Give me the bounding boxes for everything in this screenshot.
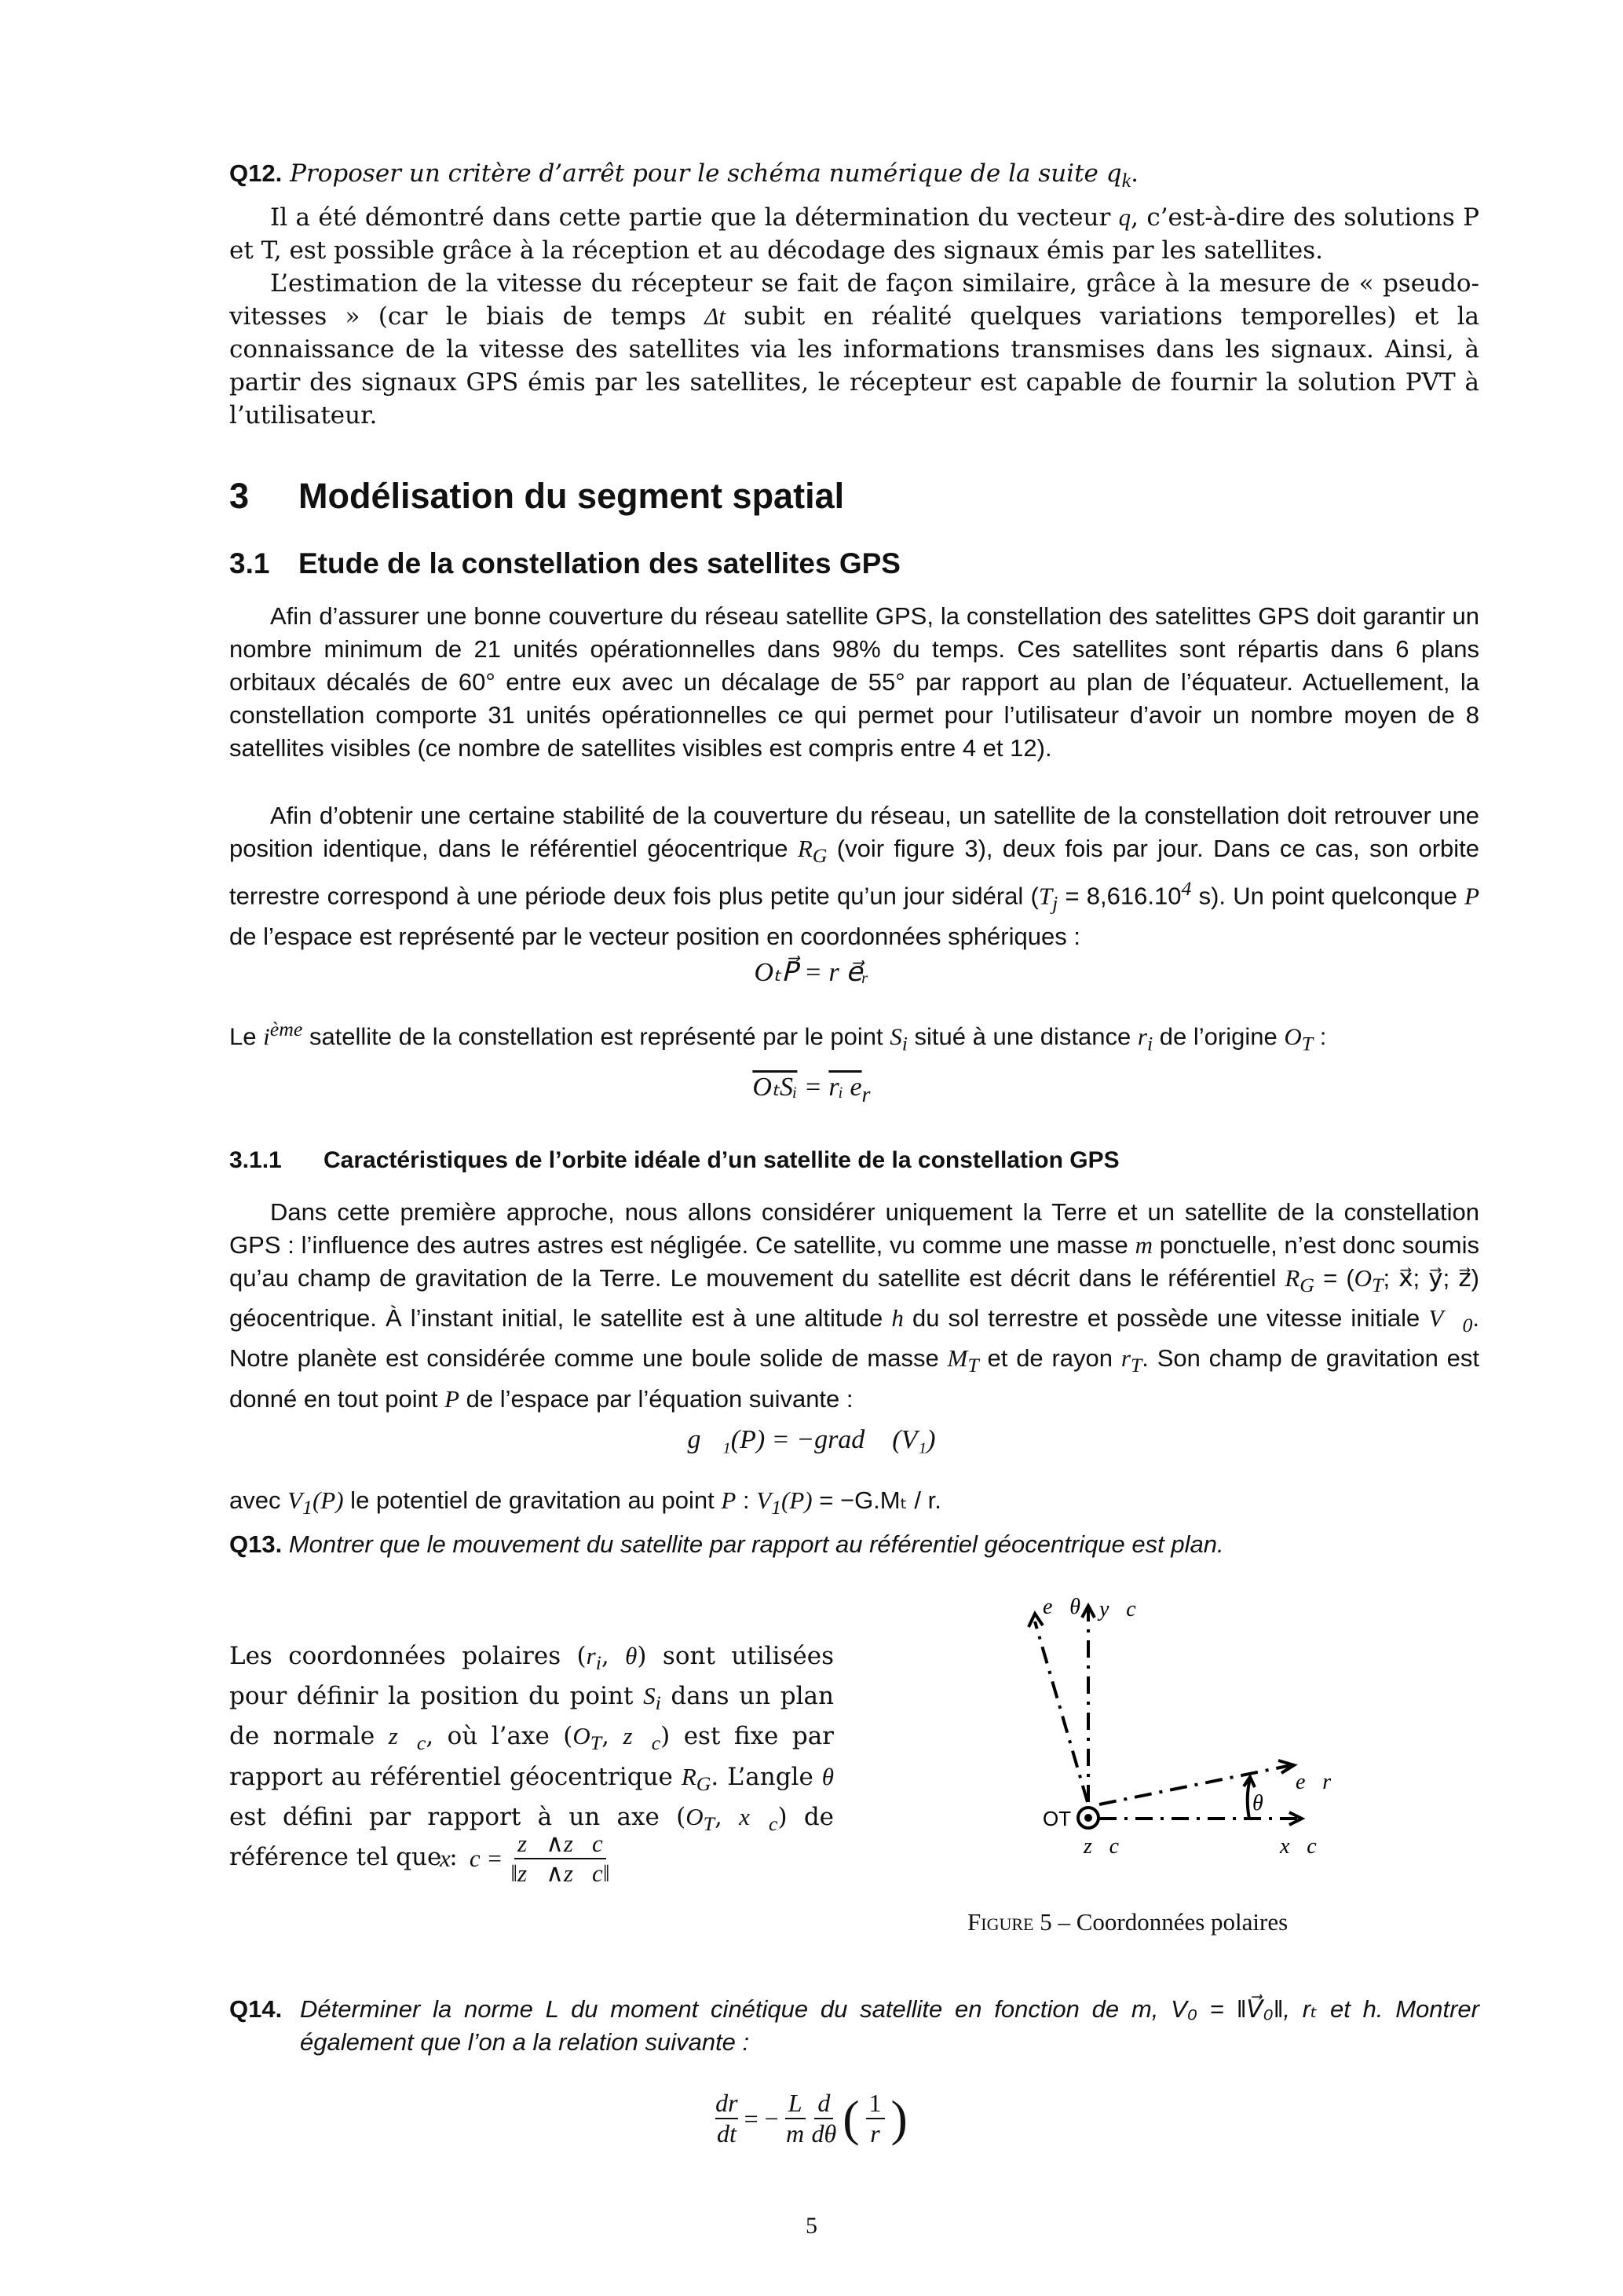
math-subscript: T	[1130, 1354, 1142, 1377]
text-run: Les coordonnées polaires (	[229, 1642, 587, 1670]
label-theta: θ	[1252, 1791, 1263, 1815]
label-e-theta: e⃗θ	[1043, 1595, 1080, 1619]
math-symbol: O	[685, 1802, 704, 1830]
equation-gravity: g⃗₁(P) = −grad⃗ (V₁)	[687, 1425, 936, 1454]
text-run: de l’espace par l’équation suivante :	[459, 1384, 854, 1413]
text-run: = (	[1314, 1264, 1354, 1292]
paragraph	[229, 1196, 1479, 1416]
text-run: et de rayon	[978, 1344, 1121, 1373]
math-symbol: θ	[625, 1642, 638, 1669]
math-symbol: q	[1118, 203, 1131, 231]
math-symbol: V	[287, 1486, 303, 1514]
text-run: du sol terrestre et possède une vitesse initiale	[903, 1304, 1429, 1333]
math-subscript: c	[416, 1731, 426, 1755]
text-run: . Notre planète est considérée comme une boule solide de masse	[229, 1304, 1479, 1373]
math-superscript: 4	[1181, 877, 1192, 901]
text-run: Afin d’obtenir une certaine stabilité de la couverture du réseau, un satellite de la constellation doit retrouver une position identique, dans le référentiel géocentrique	[229, 802, 1479, 862]
math-symbol: R	[797, 835, 813, 862]
math-symbol: R	[1285, 1264, 1300, 1292]
equation-xc: x⃗c = $\frac{z⃗\wedge z⃗c}{‖z⃗\wedge z⃗c‖}$	[440, 1830, 610, 1887]
constellation-paragraph	[229, 600, 1479, 765]
math-symbol: S	[643, 1682, 656, 1710]
text-run: Afin d’assurer une bonne couverture du réseau satellite GPS, la constellation des satelittes GPS doit garantir un nombre minimum de 21 unités opérationnelles dans 98% du temps. Ces satellites sont répartis dans 6 plans orbitaux décalés de 60° entre eux avec un décalage de 55° par rapport au plan de l’équateur. Actuellement, la constellation comporte 31 unités opérationnelles ce qui permet pour l’utilisateur d’avoir un nombre moyen de 8 satellites visibles (ce nombre de satellites visibles est compris entre 4 et 12).	[229, 602, 1479, 762]
math-subscript: 1	[771, 1496, 782, 1519]
math-subscript: G	[812, 844, 828, 868]
math-symbol: O	[572, 1722, 590, 1750]
text-run: satellite de la constellation est représenté par le point	[302, 1022, 890, 1051]
text-run: = 8,616.10	[1058, 882, 1182, 910]
satellite-line	[229, 1013, 1479, 1061]
paragraph	[229, 201, 1479, 267]
math-subscript: T	[590, 1731, 602, 1755]
text-run: avec	[229, 1486, 288, 1514]
math-subscript: 1	[302, 1496, 313, 1519]
text-run: ,	[601, 1722, 623, 1751]
subsubsection-heading: 3.1.1 Caractéristiques de l’orbite idéale d’un satellite de la constellation GPS	[229, 1147, 1120, 1173]
math-symbol: P	[444, 1384, 460, 1413]
text-run: L’estimation de la vitesse du récepteur se fait de façon similaire, grâce à la mesure de « pseudo-vitesses » (car le biais de temps	[229, 269, 1479, 331]
intro-paragraphs	[229, 201, 1479, 432]
math-subscript: c	[651, 1731, 661, 1755]
equation-satellite: OₜSᵢ = rᵢ $e_r$	[752, 1073, 871, 1107]
math-symbol: r	[586, 1642, 596, 1669]
math-subscript: T	[967, 1354, 979, 1377]
math-symbol: T	[1038, 882, 1053, 910]
label-x-c: x⃗c	[1280, 1834, 1317, 1859]
math-superscript: ème	[269, 1018, 303, 1040]
text-run: ; x⃗; y⃗; z⃗) géocentrique. À l’instant initial, le satellite est à une altitude	[229, 1264, 1479, 1333]
e-theta-axis	[1035, 1621, 1087, 1802]
math-subscript: c	[768, 1812, 778, 1835]
stability-paragraph	[229, 799, 1479, 953]
math-symbol: (P)	[312, 1486, 344, 1514]
math-symbol: P	[721, 1486, 737, 1514]
text-run: Le	[229, 1022, 264, 1051]
math-symbol: r	[1120, 1344, 1131, 1373]
question-q14: Q14. Déterminer la norme L du moment cinétique du satellite en fonction de m, V₀ = ‖V⃗₀‖, rₜ et h. Montrer également que l’on a la relation suivante :	[229, 1995, 1479, 2056]
text-run: ,	[601, 1642, 626, 1670]
equation-binet: $\frac{dr}{dt}$ = − $\frac{L}{m}$ d dθ ( 1 r )	[715, 2089, 908, 2148]
math-symbol: O	[1354, 1264, 1373, 1292]
math-subscript: T	[1301, 1032, 1314, 1055]
text-run: Dans cette première approche, nous allons considérer uniquement la Terre et un satellite de la constellation GPS : l’influence des autres astres est négligée. Ce satellite, vu comme une masse	[229, 1198, 1479, 1259]
text-run: ) sont utilisées pour définir la position du point	[229, 1642, 834, 1711]
math-symbol: m	[1135, 1231, 1153, 1259]
text-run: . Son champ de gravitation est donné en tout point	[229, 1344, 1479, 1413]
label-e-r: e⃗r	[1296, 1770, 1332, 1794]
label-z-c: z⃗c	[1084, 1834, 1120, 1859]
question-q13: Q13. Montrer que le mouvement du satellite par rapport au référentiel géocentrique est plan.	[229, 1530, 1224, 1558]
right-paren: )	[890, 2090, 908, 2146]
section-heading: 3 Modélisation du segment spatial	[229, 476, 845, 516]
orbit-paragraph	[229, 1196, 1479, 1416]
math-symbol: O	[1284, 1022, 1302, 1051]
text-run: de l’origine	[1153, 1022, 1285, 1051]
math-subscript: G	[696, 1771, 711, 1795]
text-run: (voir figure 3), deux fois par jour. Dans ce cas, son orbite terrestre correspond à une période deux fois plus petite qu’un jour sidéral (	[229, 835, 1480, 910]
math-symbol: Δt	[704, 302, 726, 330]
figure-caption: Figure 5 – Coordonnées polaires	[967, 1908, 1289, 1936]
text-run: ponctuelle, n’est donc soumis qu’au champ de gravitation de la Terre. Le mouvement du satellite est décrit dans le référentiel	[229, 1231, 1479, 1292]
text-run: , c’est-à-dire des solutions P et T, est possible grâce à la réception et au décodage des signaux émis par les satellites.	[229, 203, 1479, 265]
math-subscript: i	[1146, 1032, 1153, 1055]
math-symbol: P	[1464, 882, 1480, 910]
text-run: :	[736, 1486, 757, 1514]
polar-coordinates-figure	[981, 1586, 1374, 1877]
math-symbol: h	[891, 1304, 904, 1333]
math-symbol: R	[681, 1762, 696, 1790]
paragraph	[229, 1484, 1479, 1524]
text-run: , où l’axe (	[426, 1722, 573, 1751]
potential-line	[229, 1484, 1479, 1524]
math-symbol: (P)	[781, 1486, 813, 1514]
math-subscript: i	[595, 1651, 601, 1675]
paragraph	[229, 799, 1479, 953]
math-symbol: S	[890, 1022, 902, 1051]
paragraph	[229, 267, 1479, 432]
math-symbol: V	[756, 1486, 772, 1514]
text-run: Il a été démontré dans cette partie que la détermination du vecteur	[270, 203, 1119, 232]
math-subscript: T	[1372, 1274, 1384, 1297]
paragraph	[229, 1013, 1479, 1061]
text-run: ) est fixe par rapport au référentiel géocentrique	[229, 1722, 834, 1791]
math-subscript: 0	[1462, 1314, 1473, 1337]
text-run: le potentiel de gravitation au point	[343, 1486, 722, 1514]
page-number: 5	[806, 2213, 817, 2239]
text-run: subit en réalité quelques variations temporelles) et la connaissance de la vitesse des satellites via les informations transmises dans les signaux. Ainsi, à partir des signaux GPS émis par les satellites, le récepteur est capable de fournir la solution PVT à l’utilisateur.	[229, 302, 1479, 430]
text-run: ,	[714, 1802, 740, 1831]
left-paren: (	[843, 2090, 860, 2146]
text-run: est défini par rapport à un axe (	[229, 1802, 686, 1831]
math-subscript: T	[703, 1812, 715, 1835]
text-run: ) de référence tel que :	[229, 1802, 835, 1871]
text-run: :	[1313, 1022, 1327, 1051]
math-symbol: r	[1137, 1022, 1147, 1051]
math-symbol: z⃗	[623, 1722, 652, 1750]
question-q12: Q12. Proposer un critère d’arrêt pour le schéma numérique de la suite $q_k$.	[229, 159, 1139, 192]
text-run: de l’espace est représenté par le vecteur position en coordonnées sphériques :	[229, 922, 1080, 950]
math-subscript: j	[1052, 891, 1058, 915]
text-run: = −G.Mₜ / r.	[812, 1486, 941, 1514]
text-run: situé à une distance	[907, 1022, 1138, 1051]
math-subscript: G	[1299, 1274, 1314, 1297]
label-y-c: y⃗c	[1099, 1597, 1136, 1621]
equation-position: OₜP⃗ = r e⃗ᵣ	[754, 958, 869, 987]
text-run: . L’angle	[711, 1762, 822, 1791]
z-axis-dot-icon	[1084, 1814, 1092, 1822]
math-subscript: i	[901, 1032, 908, 1055]
math-symbol: x⃗	[739, 1802, 769, 1830]
math-symbol: V⃗	[1428, 1304, 1463, 1333]
text-run: s). Un point quelconque	[1191, 882, 1465, 910]
label-origin: OT	[1043, 1807, 1072, 1830]
math-symbol: M	[947, 1344, 968, 1373]
math-subscript: i	[655, 1691, 661, 1715]
subsection-heading: 3.1 Etude de la constellation des satellites GPS	[229, 547, 901, 579]
math-symbol: z⃗	[388, 1722, 417, 1750]
theta-arc	[1248, 1779, 1250, 1819]
math-symbol: θ	[821, 1762, 834, 1790]
paragraph	[229, 600, 1479, 765]
text-run: dans un plan de normale	[229, 1682, 834, 1751]
math-symbol: i	[263, 1022, 270, 1051]
